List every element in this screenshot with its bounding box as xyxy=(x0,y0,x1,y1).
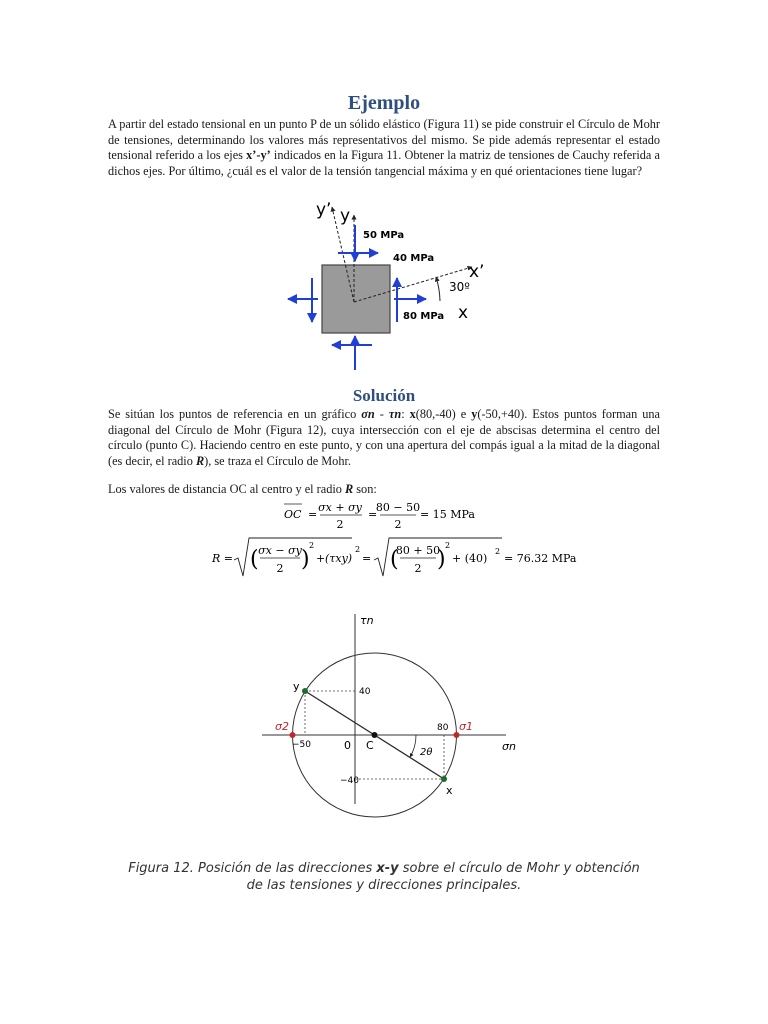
figure-12-caption xyxy=(100,860,668,894)
solution-point-y: y xyxy=(471,407,478,421)
solution-point-x: x xyxy=(409,407,416,421)
oc-eq: = xyxy=(308,508,318,521)
r-sq3: 2 xyxy=(445,541,451,550)
oc-result: = 15 MPa xyxy=(420,508,475,521)
r-plus1: + xyxy=(316,552,326,565)
tick-minus50: −50 xyxy=(292,740,311,750)
label-point-x: x xyxy=(446,784,453,797)
r-num2: 80 + 50 xyxy=(395,544,441,557)
solution-tau: τn xyxy=(388,407,402,421)
label-50mpa: 50 MPa xyxy=(363,230,405,241)
solution-part-e: ), se traza el Círculo de Mohr. xyxy=(204,453,351,468)
figure-11 xyxy=(270,195,500,375)
r-lhs: R = xyxy=(212,552,233,565)
r-tail: + (40) xyxy=(452,552,488,565)
statement-part-2: indicados en la Figura 11. Obtener la matriz de tensiones de Cauchy referida a dichos ejes. Por último, ¿cuál es el valor de la tensión tangencial máxima y en qué orientaciones tiene lugar? xyxy=(108,148,660,178)
r-paren2-close: ) xyxy=(437,547,446,572)
oc-num2: 80 − 50 xyxy=(375,501,421,514)
caption-part-b: sobre el círculo de Mohr y obtención xyxy=(398,861,640,876)
r-sq1: 2 xyxy=(309,541,315,550)
r-den1: 2 xyxy=(276,562,284,575)
label-40mpa: 40 MPa xyxy=(393,253,435,264)
figure-12-mohr-circle xyxy=(258,608,528,808)
solution-dash: - xyxy=(374,407,389,421)
label-sigma2: σ2 xyxy=(275,720,289,733)
point-y xyxy=(302,688,308,694)
oc-eq2: = xyxy=(368,508,378,521)
r-paren-open: ( xyxy=(250,547,259,572)
solution-part-d: (-50,+40). Estos puntos forman una diagonal del Círculo de Mohr (Figura 12), cuya intersección con el eje de abscisas determina el centro del círculo (punto C). Haciendo centro en este punto, y con una apertura del compás igual a la mitad de la diagonal (es decir, el radio xyxy=(108,407,661,468)
solution-part-a: Se sitúan los puntos de referencia en un gráfico xyxy=(108,407,362,421)
label-angle: 30º xyxy=(449,280,470,294)
oc-lhs: OC xyxy=(284,508,302,521)
angle-2theta-arc xyxy=(410,735,416,757)
tick-minus40: −40 xyxy=(340,776,359,786)
label-point-y: y xyxy=(293,680,300,693)
r-den2: 2 xyxy=(414,562,422,575)
r-sq4: 2 xyxy=(495,547,501,556)
caption-bold: x-y xyxy=(376,861,399,876)
label-origin: 0 xyxy=(344,739,351,752)
values-intro-b: son: xyxy=(353,482,377,496)
label-2theta: 2θ xyxy=(420,747,433,758)
tick-40: 40 xyxy=(359,687,371,697)
values-intro xyxy=(108,482,660,498)
solution-radius: R xyxy=(195,453,205,468)
values-intro-radius: R xyxy=(344,482,354,496)
solution-text xyxy=(108,407,660,469)
label-tau-n: τn xyxy=(360,614,374,627)
label-x-prime: x’ xyxy=(469,262,485,282)
r-sq2: 2 xyxy=(355,545,361,554)
oc-num1: σx + σy xyxy=(318,501,362,514)
statement-part-1: A partir del estado tensional en un punto P de un sólido elástico (Figura 11) se pide construir el Círculo de Mohr de tensiones, determinando los valores más representativos del mismo. Se pide además representar el estado tensional referido a los ejes xyxy=(108,117,660,163)
formula-oc xyxy=(282,498,482,530)
r-eq: = xyxy=(362,552,372,565)
tick-80: 80 xyxy=(437,723,449,733)
label-y: y xyxy=(340,206,351,226)
statement-axes: x’-y’ xyxy=(246,148,271,163)
stress-element xyxy=(322,265,390,333)
formula-r xyxy=(210,534,577,582)
label-x: x xyxy=(458,303,469,323)
r-num1: σx − σy xyxy=(258,544,302,557)
label-point-c: C xyxy=(366,739,374,752)
point-x xyxy=(441,776,447,782)
oc-den1: 2 xyxy=(336,518,344,531)
r-result: = 76.32 MPa xyxy=(504,552,577,565)
label-sigma-n: σn xyxy=(502,740,516,753)
solution-sigma: σn xyxy=(361,407,375,421)
solution-part-b: : xyxy=(401,407,410,421)
caption-part-a: Figura 12. Posición de las direcciones xyxy=(128,861,377,876)
point-sigma2 xyxy=(290,732,296,738)
solution-title: Solución xyxy=(352,386,416,405)
problem-statement xyxy=(108,117,660,179)
solution-part-c: (80,-40) e xyxy=(415,407,472,421)
angle-arc xyxy=(436,277,440,301)
oc-den2: 2 xyxy=(394,518,402,531)
r-paren-close: ) xyxy=(301,547,310,572)
r-tau: (τxy) xyxy=(325,552,353,565)
label-80mpa: 80 MPa xyxy=(403,311,445,322)
page-title: Ejemplo xyxy=(347,92,421,114)
caption-line-2: de las tensiones y direcciones principales. xyxy=(246,878,522,893)
point-c xyxy=(372,732,378,738)
label-sigma1: σ1 xyxy=(459,720,473,733)
values-intro-a: Los valores de distancia OC al centro y el radio xyxy=(108,482,345,496)
r-paren2-open: ( xyxy=(390,547,399,572)
label-y-prime: y’ xyxy=(316,200,332,220)
